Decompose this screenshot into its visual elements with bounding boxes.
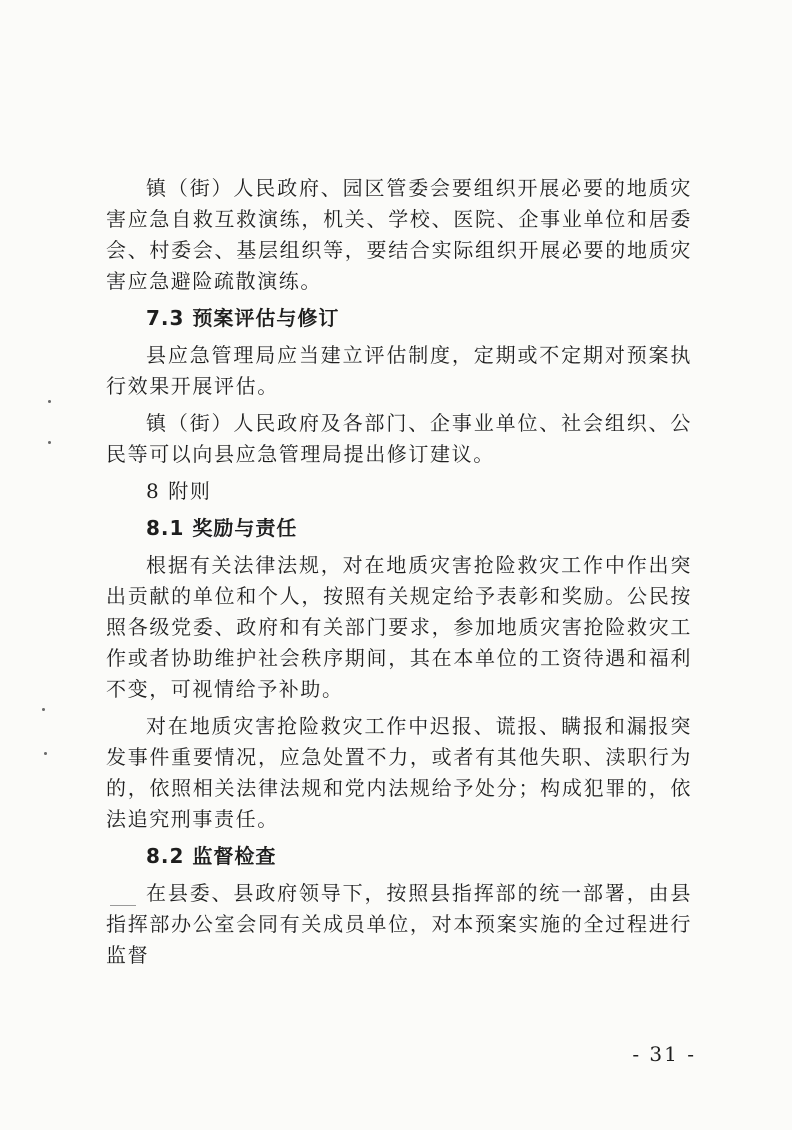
paragraph-supervision: 在县委、县政府领导下，按照县指挥部的统一部署，由县指挥部办公室会同有关成员单位，对本预案实施的全过程进行监督 [106,881,692,967]
page-number: - 31 - [632,1042,696,1066]
body-text [106,173,692,971]
paragraph-responsibility: 对在地质灾害抢险救灾工作中迟报、谎报、瞒报和漏报突发事件重要情况，应急处置不力，或者有其他失职、渎职行为的，依照相关法律法规和党内法规给予处分；构成犯罪的，依法追究刑事责任。 [106,714,692,831]
scan-dot [48,400,51,403]
paragraph-drill-requirements: 镇（街）人民政府、园区管委会要组织开展必要的地质灾害应急自救互救演练，机关、学校、医院、企事业单位和居委会、村委会、基层组织等，要结合实际组织开展必要的地质灾害应急避险疏散演练。 [106,176,692,293]
heading-8-2: 8.2 监督检查 [146,844,277,868]
heading-7-3: 7.3 预案评估与修订 [146,306,340,330]
heading-8-1: 8.1 奖励与责任 [146,516,298,540]
paragraph-evaluation: 县应急管理局应当建立评估制度，定期或不定期对预案执行效果开展评估。 [106,343,692,398]
heading-8: 8 附则 [146,479,212,503]
paragraph-revision-suggestions: 镇（街）人民政府及各部门、企事业单位、社会组织、公民等可以向县应急管理局提出修订建议。 [106,411,692,466]
paragraph-rewards: 根据有关法律法规，对在地质灾害抢险救灾工作中作出突出贡献的单位和个人，按照有关规定给予表彰和奖励。公民按照各级党委、政府和有关部门要求，参加地质灾害抢险救灾工作或者协助维护社会秩序期间，其在本单位的工资待遇和福利不变，可视情给予补助。 [106,553,692,701]
scan-dot [44,752,47,755]
scan-dot [48,441,51,444]
scan-mark [110,905,136,906]
scan-dot [42,708,45,711]
